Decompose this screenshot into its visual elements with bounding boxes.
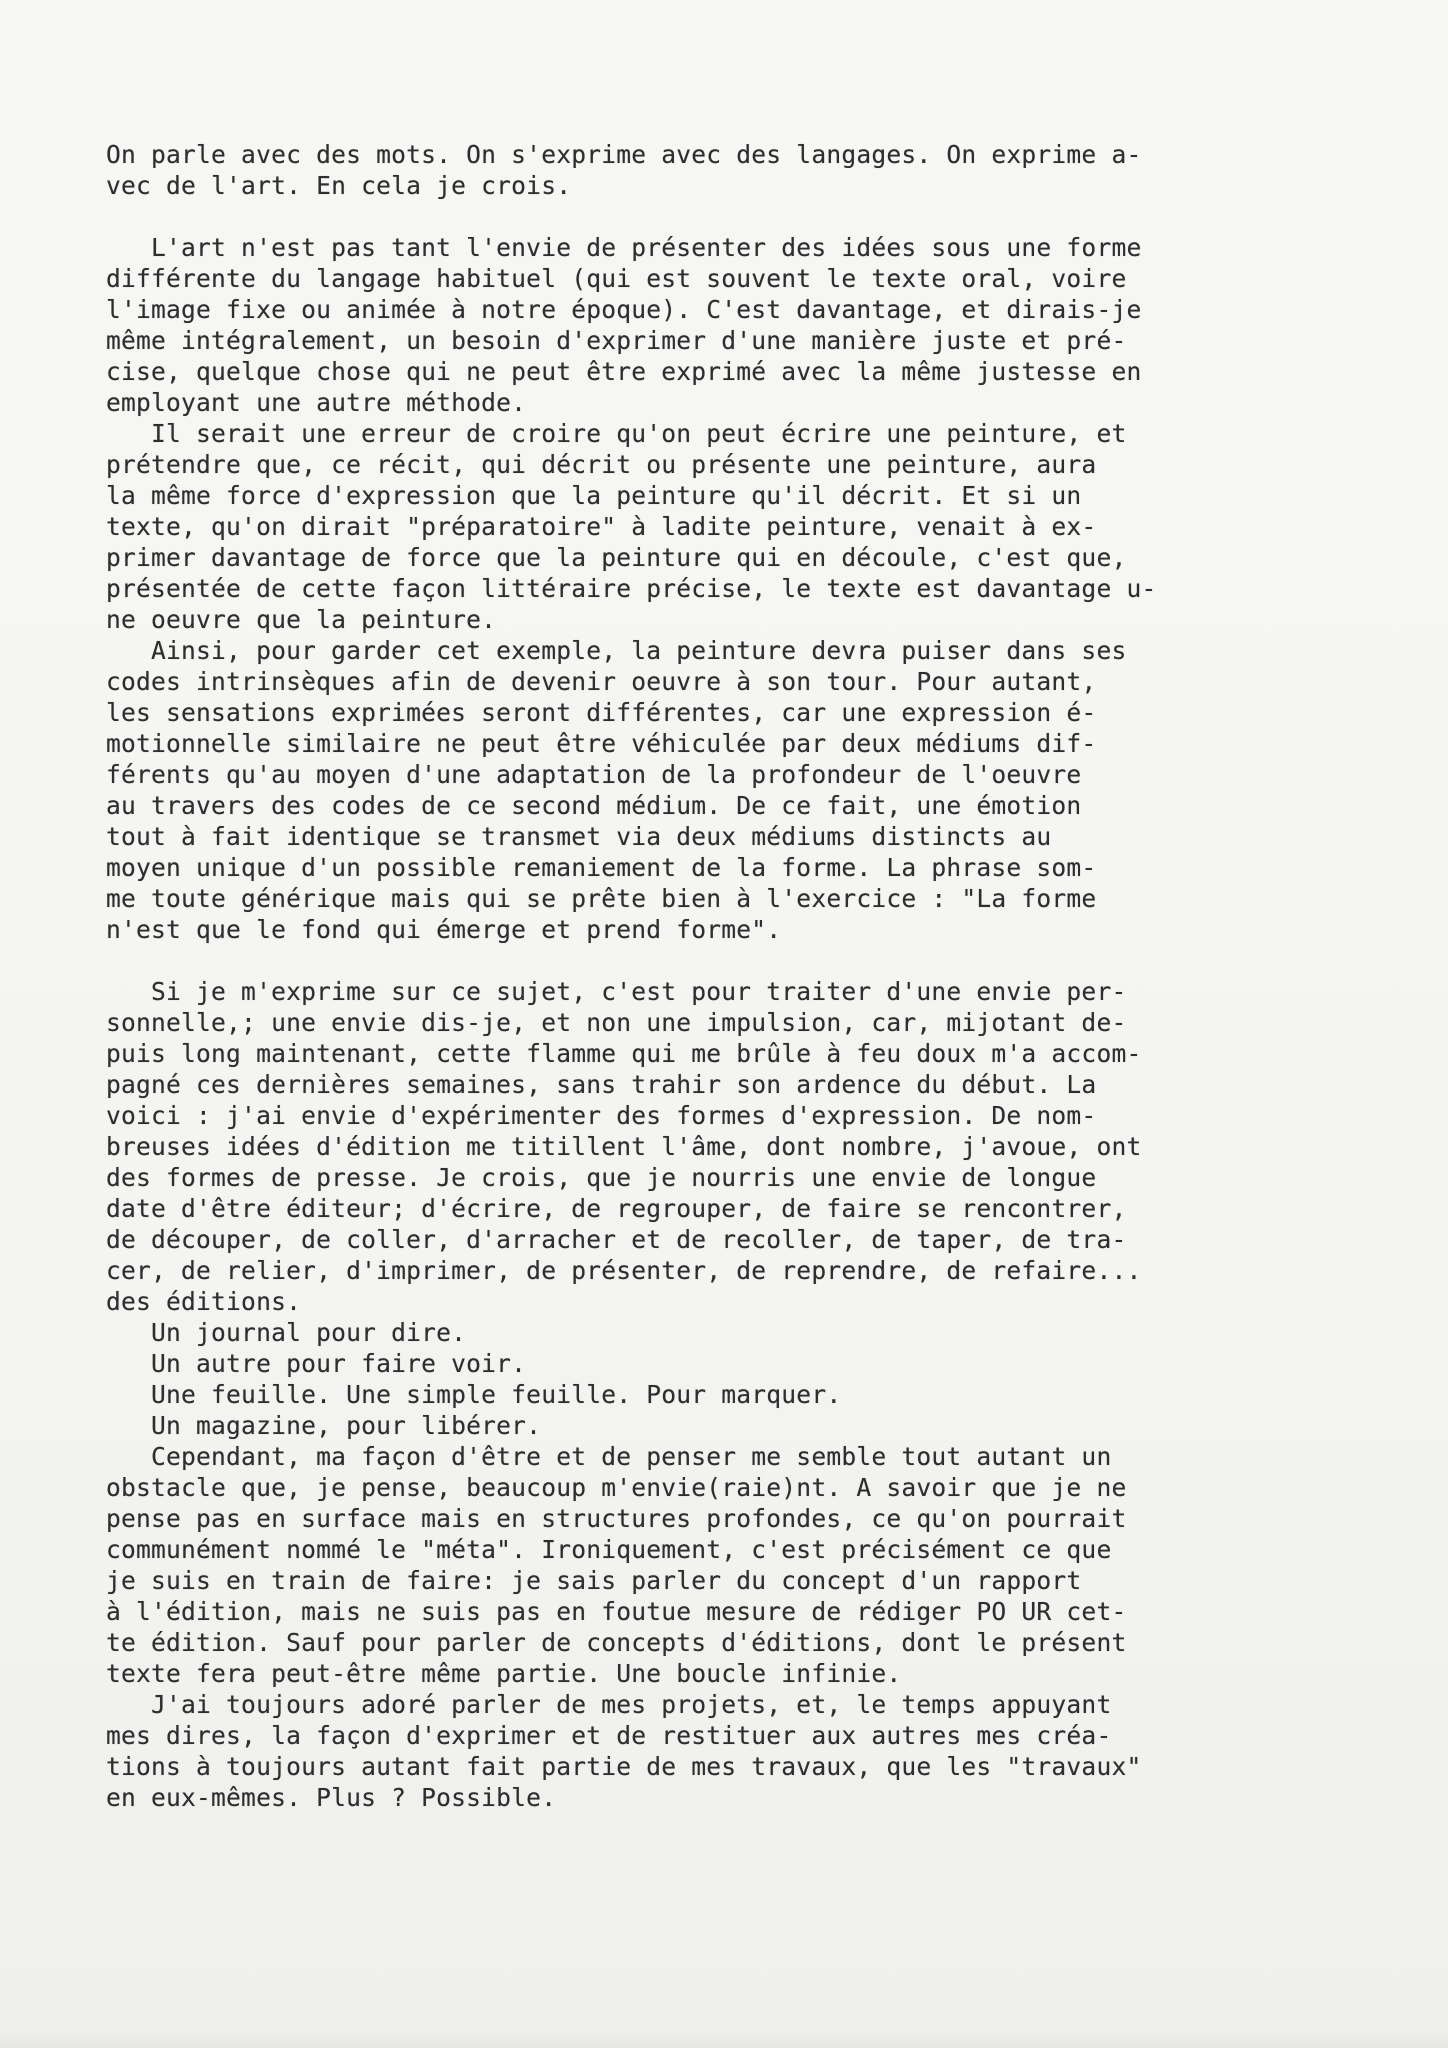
text-line: texte fera peut-être même partie. Une boucle infinie.	[106, 1659, 902, 1688]
paragraph-editions	[106, 976, 1346, 1813]
text-line: Un magazine, pour libérer.	[106, 1411, 542, 1440]
page-bottom-shade	[0, 2028, 1448, 2048]
text-line: L'art n'est pas tant l'envie de présenter des idées sous une forme	[106, 233, 1142, 262]
text-line: de découper, de coller, d'arracher et de recoller, de taper, de tra-	[106, 1225, 1127, 1254]
text-line: te édition. Sauf pour parler de concepts d'éditions, dont le présent	[106, 1628, 1127, 1657]
text-line: Cependant, ma façon d'être et de penser me semble tout autant un	[106, 1442, 1112, 1471]
text-line: motionnelle similaire ne peut être véhiculée par deux médiums dif-	[106, 729, 1097, 758]
text-line: mes dires, la façon d'exprimer et de restituer aux autres mes créa-	[106, 1721, 1112, 1750]
text-line: tout à fait identique se transmet via deux médiums distincts au	[106, 822, 1052, 851]
text-line: en eux-mêmes. Plus ? Possible.	[106, 1783, 557, 1812]
text-line: vec de l'art. En cela je crois.	[106, 171, 572, 200]
text-line: employant une autre méthode.	[106, 388, 527, 417]
text-line: date d'être éditeur; d'écrire, de regrouper, de faire se rencontrer,	[106, 1194, 1127, 1223]
text-line: même intégralement, un besoin d'exprimer d'une manière juste et pré-	[106, 326, 1127, 355]
text-line: voici : j'ai envie d'expérimenter des formes d'expression. De nom-	[106, 1101, 1097, 1130]
paragraph-gap	[106, 201, 1346, 232]
text-line: J'ai toujours adoré parler de mes projets, et, le temps appuyant	[106, 1690, 1112, 1719]
paragraph-intro	[106, 139, 1346, 201]
text-line: pagné ces dernières semaines, sans trahir son ardence du début. La	[106, 1070, 1097, 1099]
text-line: primer davantage de force que la peinture qui en découle, c'est que,	[106, 543, 1127, 572]
typewritten-text-body	[106, 139, 1346, 1813]
text-line: présentée de cette façon littéraire précise, le texte est davantage u-	[106, 574, 1157, 603]
text-line: me toute générique mais qui se prête bien à l'exercice : "La forme	[106, 884, 1097, 913]
text-line: communément nommé le "méta". Ironiquement, c'est précisément ce que	[106, 1535, 1112, 1564]
text-line: cer, de relier, d'imprimer, de présenter, de reprendre, de refaire...	[106, 1256, 1142, 1285]
text-line: obstacle que, je pense, beaucoup m'envie(raie)nt. A savoir que je ne	[106, 1473, 1127, 1502]
text-line: texte, qu'on dirait "préparatoire" à ladite peinture, venait à ex-	[106, 512, 1097, 541]
text-line: Si je m'exprime sur ce sujet, c'est pour traiter d'une envie per-	[106, 977, 1127, 1006]
paragraph-gap	[106, 945, 1346, 976]
text-line: différente du langage habituel (qui est souvent le texte oral, voire	[106, 264, 1127, 293]
text-line: des éditions.	[106, 1287, 302, 1316]
text-line: cise, quelque chose qui ne peut être exprimé avec la même justesse en	[106, 357, 1142, 386]
paragraph-art	[106, 232, 1346, 945]
text-line: Un journal pour dire.	[106, 1318, 467, 1347]
text-line: Il serait une erreur de croire qu'on peut écrire une peinture, et	[106, 419, 1127, 448]
text-line: à l'édition, mais ne suis pas en foutue mesure de rédiger PO UR cet-	[106, 1597, 1127, 1626]
text-line: On parle avec des mots. On s'exprime avec des langages. On exprime a-	[106, 140, 1142, 169]
text-line: codes intrinsèques afin de devenir oeuvre à son tour. Pour autant,	[106, 667, 1097, 696]
text-line: l'image fixe ou animée à notre époque). C'est davantage, et dirais-je	[106, 295, 1142, 324]
text-line: sonnelle,; une envie dis-je, et non une impulsion, car, mijotant de-	[106, 1008, 1127, 1037]
text-line: la même force d'expression que la peinture qu'il décrit. Et si un	[106, 481, 1082, 510]
text-line: tions à toujours autant fait partie de mes travaux, que les "travaux"	[106, 1752, 1142, 1781]
text-line: les sensations exprimées seront différentes, car une expression é-	[106, 698, 1097, 727]
text-line: Ainsi, pour garder cet exemple, la peinture devra puiser dans ses	[106, 636, 1127, 665]
text-line: férents qu'au moyen d'une adaptation de la profondeur de l'oeuvre	[106, 760, 1082, 789]
text-line: n'est que le fond qui émerge et prend forme".	[106, 915, 782, 944]
text-line: pense pas en surface mais en structures profondes, ce qu'on pourrait	[106, 1504, 1127, 1533]
text-line: Une feuille. Une simple feuille. Pour marquer.	[106, 1380, 842, 1409]
text-line: au travers des codes de ce second médium. De ce fait, une émotion	[106, 791, 1082, 820]
text-line: moyen unique d'un possible remaniement de la forme. La phrase som-	[106, 853, 1097, 882]
text-line: puis long maintenant, cette flamme qui me brûle à feu doux m'a accom-	[106, 1039, 1142, 1068]
text-line: je suis en train de faire: je sais parler du concept d'un rapport	[106, 1566, 1082, 1595]
text-line: prétendre que, ce récit, qui décrit ou présente une peinture, aura	[106, 450, 1097, 479]
text-line: des formes de presse. Je crois, que je nourris une envie de longue	[106, 1163, 1097, 1192]
text-line: Un autre pour faire voir.	[106, 1349, 527, 1378]
text-line: breuses idées d'édition me titillent l'âme, dont nombre, j'avoue, ont	[106, 1132, 1142, 1161]
text-line: ne oeuvre que la peinture.	[106, 605, 497, 634]
